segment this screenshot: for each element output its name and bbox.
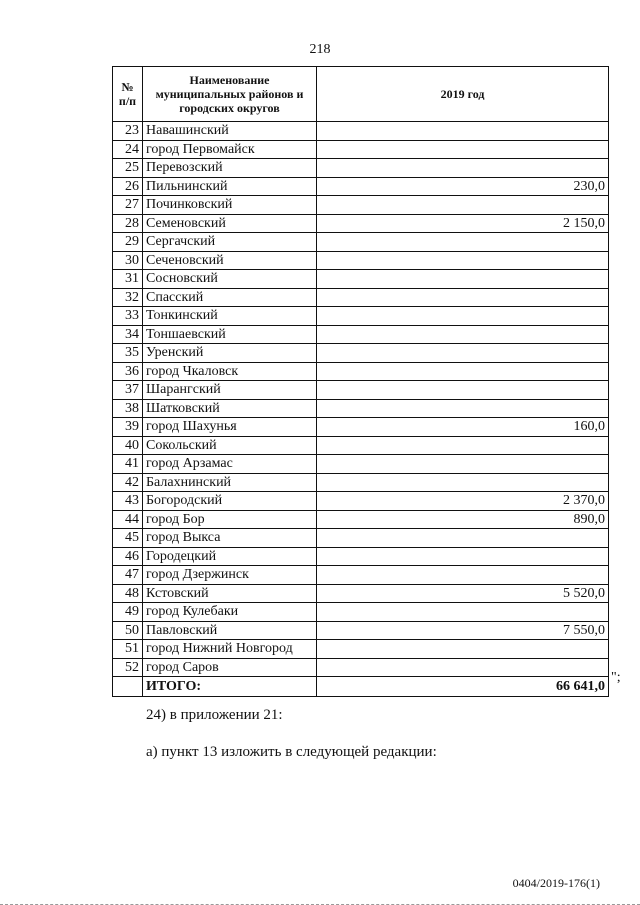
row-name: Пильнинский	[143, 177, 317, 196]
row-name: Шатковский	[143, 399, 317, 418]
row-name: город Дзержинск	[143, 566, 317, 585]
total-number-cell	[113, 677, 143, 697]
row-value	[317, 658, 609, 677]
row-value: 230,0	[317, 177, 609, 196]
row-number: 42	[113, 473, 143, 492]
row-number: 46	[113, 547, 143, 566]
row-number: 28	[113, 214, 143, 233]
row-number: 50	[113, 621, 143, 640]
row-value	[317, 362, 609, 381]
row-value	[317, 159, 609, 178]
row-value: 5 520,0	[317, 584, 609, 603]
table-row	[113, 307, 609, 326]
row-number: 45	[113, 529, 143, 548]
total-row	[113, 677, 609, 697]
row-name: Павловский	[143, 621, 317, 640]
total-label: ИТОГО:	[143, 677, 317, 697]
row-value	[317, 381, 609, 400]
table-row	[113, 270, 609, 289]
row-name: Спасский	[143, 288, 317, 307]
row-number: 48	[113, 584, 143, 603]
row-value	[317, 566, 609, 585]
table-row	[113, 122, 609, 141]
row-value	[317, 436, 609, 455]
row-name: город Кулебаки	[143, 603, 317, 622]
row-name: Городецкий	[143, 547, 317, 566]
row-name: Шарангский	[143, 381, 317, 400]
row-value	[317, 640, 609, 659]
allocation-table	[112, 66, 609, 697]
row-name: Навашинский	[143, 122, 317, 141]
row-value	[317, 529, 609, 548]
row-number: 26	[113, 177, 143, 196]
row-value	[317, 122, 609, 141]
row-value	[317, 455, 609, 474]
table-row	[113, 381, 609, 400]
table-row	[113, 196, 609, 215]
table-row	[113, 658, 609, 677]
table-row	[113, 436, 609, 455]
page-number: 218	[309, 42, 331, 57]
row-name: город Саров	[143, 658, 317, 677]
row-name: Сергачский	[143, 233, 317, 252]
table-row	[113, 492, 609, 511]
row-name: Перевозский	[143, 159, 317, 178]
table-row	[113, 603, 609, 622]
row-number: 39	[113, 418, 143, 437]
row-name: Тонкинский	[143, 307, 317, 326]
row-number: 43	[113, 492, 143, 511]
row-name: Уренский	[143, 344, 317, 363]
table-row	[113, 159, 609, 178]
row-name: Тоншаевский	[143, 325, 317, 344]
table-body	[113, 122, 609, 677]
row-value: 890,0	[317, 510, 609, 529]
table-row	[113, 529, 609, 548]
table-row	[113, 344, 609, 363]
row-number: 40	[113, 436, 143, 455]
row-name: Балахнинский	[143, 473, 317, 492]
table-row	[113, 177, 609, 196]
row-name: Сосновский	[143, 270, 317, 289]
row-number: 32	[113, 288, 143, 307]
paragraph-item: а) пункт 13 изложить в следующей редакции:	[146, 744, 437, 760]
row-number: 49	[113, 603, 143, 622]
table-row	[113, 140, 609, 159]
table-row	[113, 510, 609, 529]
row-name: Починковский	[143, 196, 317, 215]
row-number: 27	[113, 196, 143, 215]
row-value	[317, 270, 609, 289]
row-number: 31	[113, 270, 143, 289]
table-row	[113, 621, 609, 640]
row-name: город Бор	[143, 510, 317, 529]
row-value: 2 150,0	[317, 214, 609, 233]
row-value	[317, 603, 609, 622]
table-row	[113, 418, 609, 437]
row-number: 34	[113, 325, 143, 344]
row-name: город Нижний Новгород	[143, 640, 317, 659]
row-number: 51	[113, 640, 143, 659]
row-number: 33	[113, 307, 143, 326]
row-value	[317, 473, 609, 492]
row-value	[317, 233, 609, 252]
row-number: 36	[113, 362, 143, 381]
paragraph-appendix: 24) в приложении 21:	[146, 707, 283, 723]
closing-quote-mark: ";	[611, 670, 621, 685]
row-value	[317, 288, 609, 307]
table-row	[113, 288, 609, 307]
table-row	[113, 455, 609, 474]
row-name: Семеновский	[143, 214, 317, 233]
row-name: город Чкаловск	[143, 362, 317, 381]
row-name: город Арзамас	[143, 455, 317, 474]
row-number: 23	[113, 122, 143, 141]
row-value	[317, 325, 609, 344]
table-row	[113, 584, 609, 603]
row-number: 37	[113, 381, 143, 400]
row-value	[317, 251, 609, 270]
table-row	[113, 325, 609, 344]
row-number: 52	[113, 658, 143, 677]
row-value: 2 370,0	[317, 492, 609, 511]
table-row	[113, 251, 609, 270]
table-row	[113, 399, 609, 418]
row-name: Сеченовский	[143, 251, 317, 270]
row-number: 35	[113, 344, 143, 363]
table-header-row	[113, 67, 609, 122]
row-value	[317, 344, 609, 363]
row-name: город Выкса	[143, 529, 317, 548]
row-number: 38	[113, 399, 143, 418]
row-number: 44	[113, 510, 143, 529]
row-number: 29	[113, 233, 143, 252]
row-value	[317, 196, 609, 215]
row-number: 41	[113, 455, 143, 474]
row-number: 47	[113, 566, 143, 585]
table-row	[113, 547, 609, 566]
table-row	[113, 566, 609, 585]
row-name: город Первомайск	[143, 140, 317, 159]
row-value	[317, 399, 609, 418]
table-row	[113, 640, 609, 659]
header-number: № п/п	[113, 67, 143, 122]
table-row	[113, 233, 609, 252]
row-name: Кстовский	[143, 584, 317, 603]
row-name: Богородский	[143, 492, 317, 511]
row-number: 24	[113, 140, 143, 159]
row-name: Сокольский	[143, 436, 317, 455]
row-name: город Шахунья	[143, 418, 317, 437]
header-name: Наименование муниципальных районов и городских округов	[143, 67, 317, 122]
row-number: 30	[113, 251, 143, 270]
total-value: 66 641,0	[317, 677, 609, 697]
row-value	[317, 547, 609, 566]
header-year: 2019 год	[317, 67, 609, 122]
table-row	[113, 362, 609, 381]
row-value	[317, 140, 609, 159]
table-row	[113, 214, 609, 233]
document-code: 0404/2019-176(1)	[512, 876, 600, 890]
row-value: 160,0	[317, 418, 609, 437]
row-value	[317, 307, 609, 326]
table-row	[113, 473, 609, 492]
row-value: 7 550,0	[317, 621, 609, 640]
row-number: 25	[113, 159, 143, 178]
